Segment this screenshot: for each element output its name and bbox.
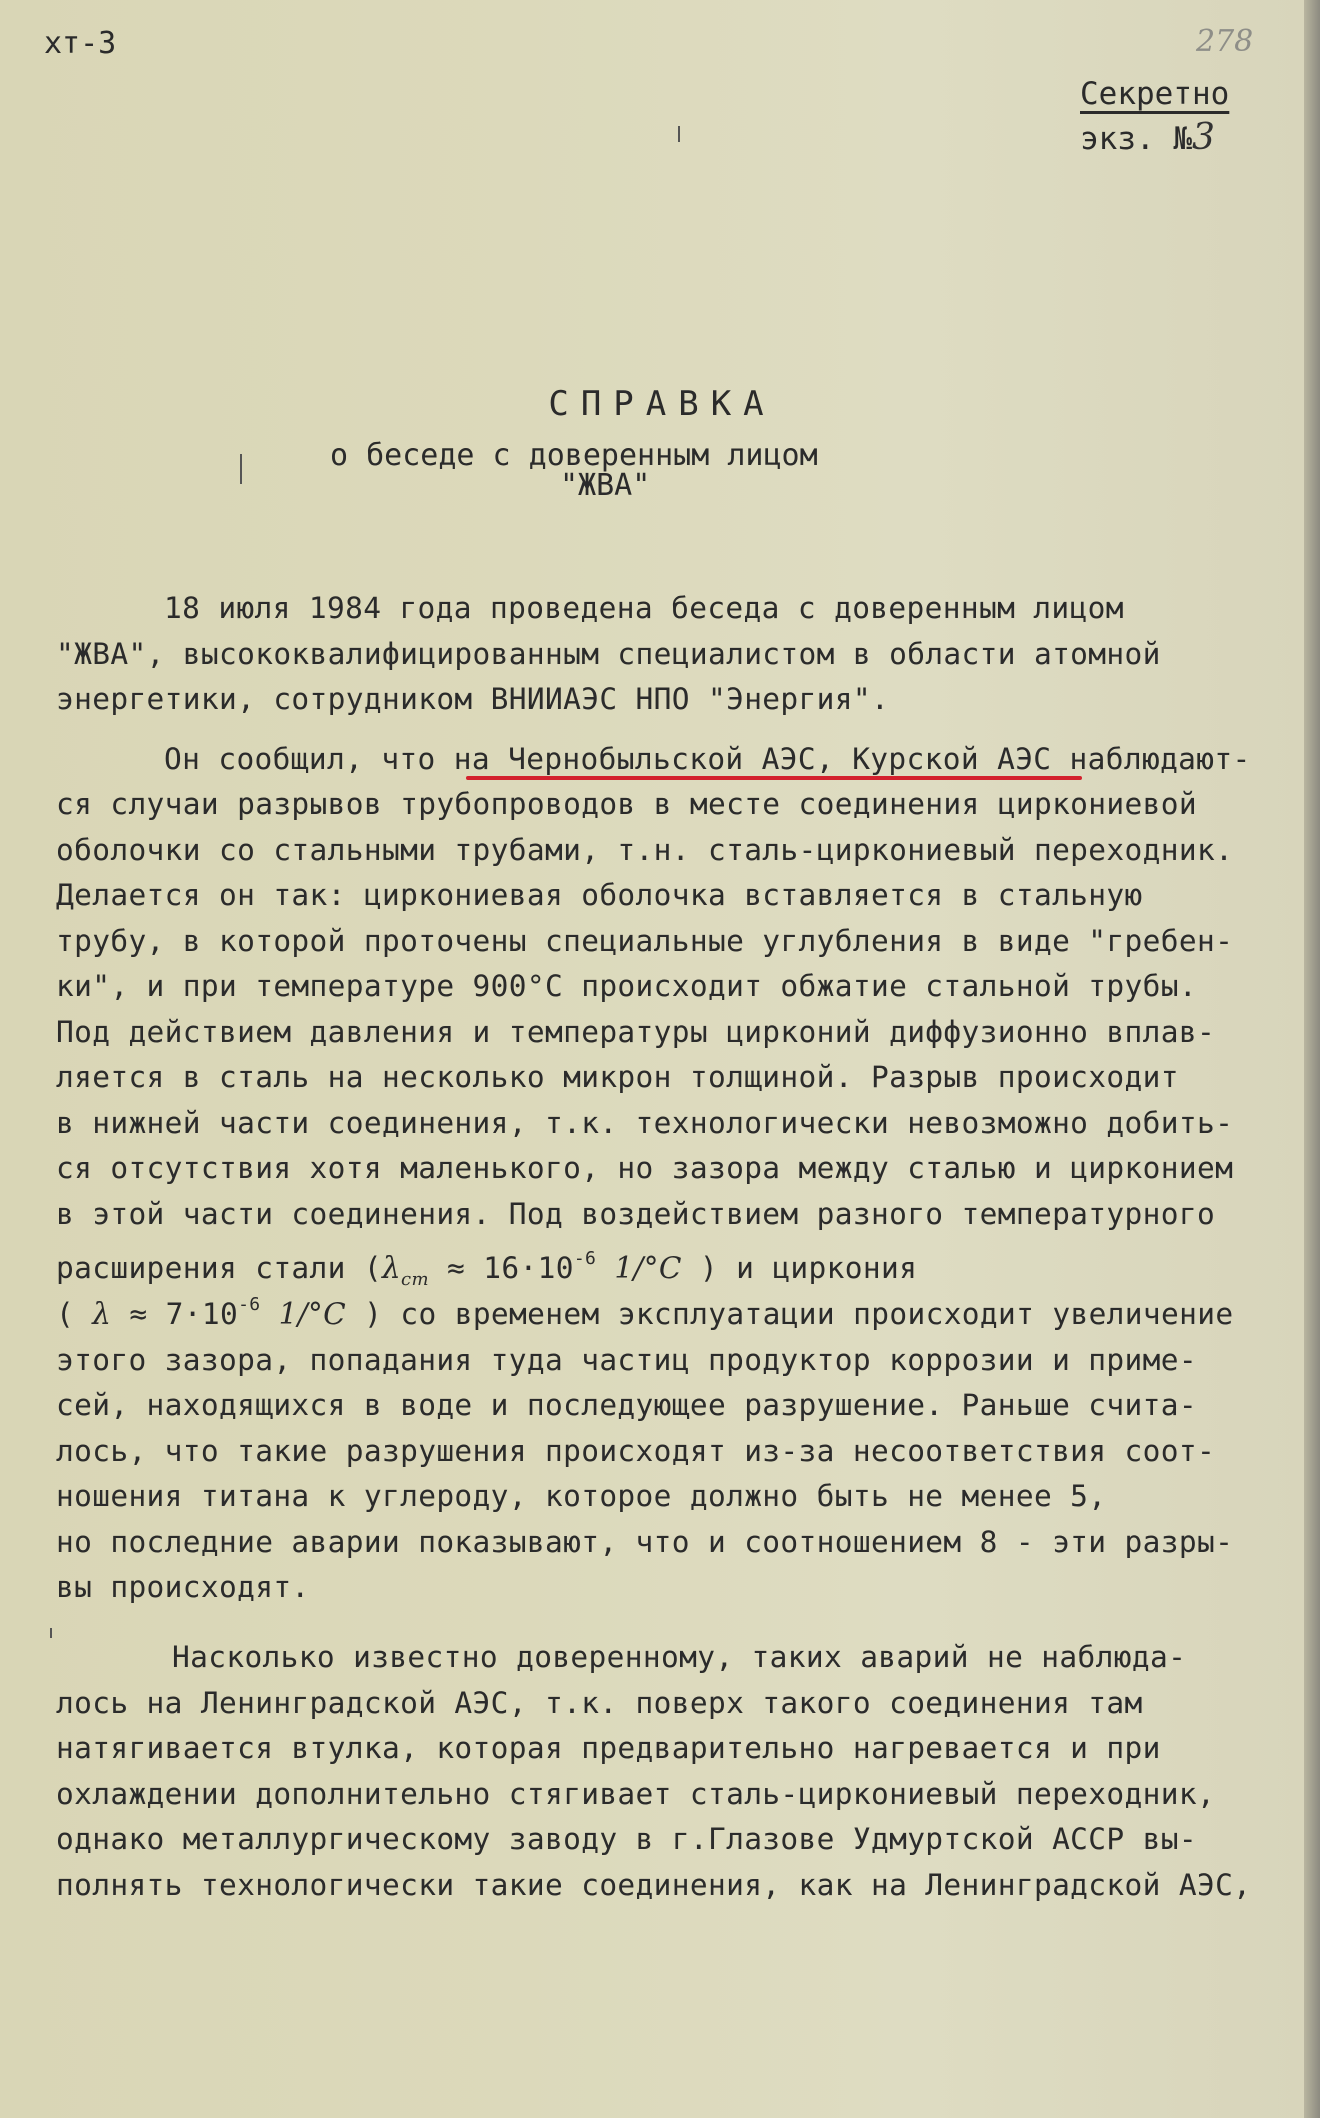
lambda-symbol: λ bbox=[92, 1297, 112, 1331]
informant-nickname: "ЖВА" bbox=[560, 468, 651, 503]
page-edge bbox=[1304, 0, 1320, 2118]
text-line: Насколько известно доверенному, таких аварий не наблюда- bbox=[172, 1640, 1187, 1674]
text-line: сей, находящихся в воде и последующее разрушение. Раньше счита- bbox=[56, 1388, 1197, 1422]
text-line: ношения титана к углероду, которое должно быть не менее 5, bbox=[56, 1479, 1107, 1513]
text-line: трубу, в которой проточены специальные углубления в виде "гребен- bbox=[56, 924, 1234, 958]
document-subtitle: о беседе с доверенным лицом bbox=[330, 438, 818, 473]
copy-label: экз. № bbox=[1080, 121, 1192, 157]
text-line: охлаждении дополнительно стягивает сталь-циркониевый переходник, bbox=[56, 1777, 1216, 1811]
copy-number-line bbox=[1080, 116, 1229, 161]
copy-number: 3 bbox=[1191, 117, 1215, 158]
text-line: ся случаи разрывов трубопроводов в месте соединения циркониевой bbox=[56, 787, 1197, 821]
document-title: СПРАВКА bbox=[548, 384, 776, 424]
document-code: хт-3 bbox=[44, 26, 117, 61]
text-line: лось на Ленинградской АЭС, т.к. поверх такого соединения там bbox=[56, 1686, 1143, 1720]
text-line: этого зазора, попадания туда частиц продуктор коррозии и приме- bbox=[56, 1343, 1197, 1377]
text-line: 18 июля 1984 года проведена беседа с доверенным лицом bbox=[164, 591, 1124, 625]
text-line: Он сообщил, что на Чернобыльской АЭС, Курской АЭС наблюдают- bbox=[164, 742, 1251, 776]
pen-tick-mark bbox=[240, 454, 242, 484]
text-line: ляется в сталь на несколько микрон толщиной. Разрыв происходит bbox=[56, 1060, 1179, 1094]
text-line: однако металлургическому заводу в г.Глазове Удмуртской АССР вы- bbox=[56, 1822, 1197, 1856]
text-line: вы происходят. bbox=[56, 1570, 310, 1604]
text-line: энергетики, сотрудником ВНИИАЭС НПО "Энергия". bbox=[56, 682, 890, 716]
pen-tick-mark bbox=[50, 1628, 52, 1638]
text-line: в нижней части соединения, т.к. технологически невозможно добить- bbox=[56, 1106, 1234, 1140]
lambda-symbol: λ bbox=[382, 1251, 402, 1285]
text-line: в этой части соединения. Под воздействием разного температурного bbox=[56, 1197, 1216, 1231]
classification-label: Секретно bbox=[1080, 76, 1230, 112]
text-line: "ЖВА", высококвалифицированным специалистом в области атомной bbox=[56, 637, 1161, 671]
text-line: оболочки со стальными трубами, т.н. сталь-циркониевый переходник. bbox=[56, 833, 1234, 867]
text-line: лось, что такие разрушения происходят из-за несоответствия соот- bbox=[56, 1434, 1216, 1468]
formula-line-zirconium: ( $\lambda \approx 7\cdot 10^{-6}$ 1/°С ) со временем эксплуатации происходит увеличение bbox=[56, 1294, 1234, 1331]
text-line: полнять технологически такие соединения, как на Ленинградской АЭС, bbox=[56, 1868, 1252, 1902]
formula-line-steel: расширения стали ($\lambda_{ст} \approx 16\cdot 10^{-6}$ 1/°С ) и циркония bbox=[56, 1248, 918, 1290]
text-line: натягивается втулка, которая предварительно нагревается и при bbox=[56, 1731, 1161, 1765]
red-underline-mark bbox=[466, 776, 1082, 780]
text-line: ся отсутствия хотя маленького, но зазора между сталью и цирконием bbox=[56, 1151, 1234, 1185]
text-line: Делается он так: циркониевая оболочка вставляется в стальную bbox=[56, 878, 1143, 912]
text-line: но последние аварии показывают, что и соотношением 8 - эти разры- bbox=[56, 1525, 1234, 1559]
pen-tick-mark bbox=[678, 126, 680, 142]
pencil-page-number: 278 bbox=[1196, 24, 1254, 59]
classification-block bbox=[1080, 72, 1229, 161]
text-line: ки", и при температуре 900°С происходит обжатие стальной трубы. bbox=[56, 969, 1197, 1003]
text-line: Под действием давления и температуры цирконий диффузионно вплав- bbox=[56, 1015, 1216, 1049]
